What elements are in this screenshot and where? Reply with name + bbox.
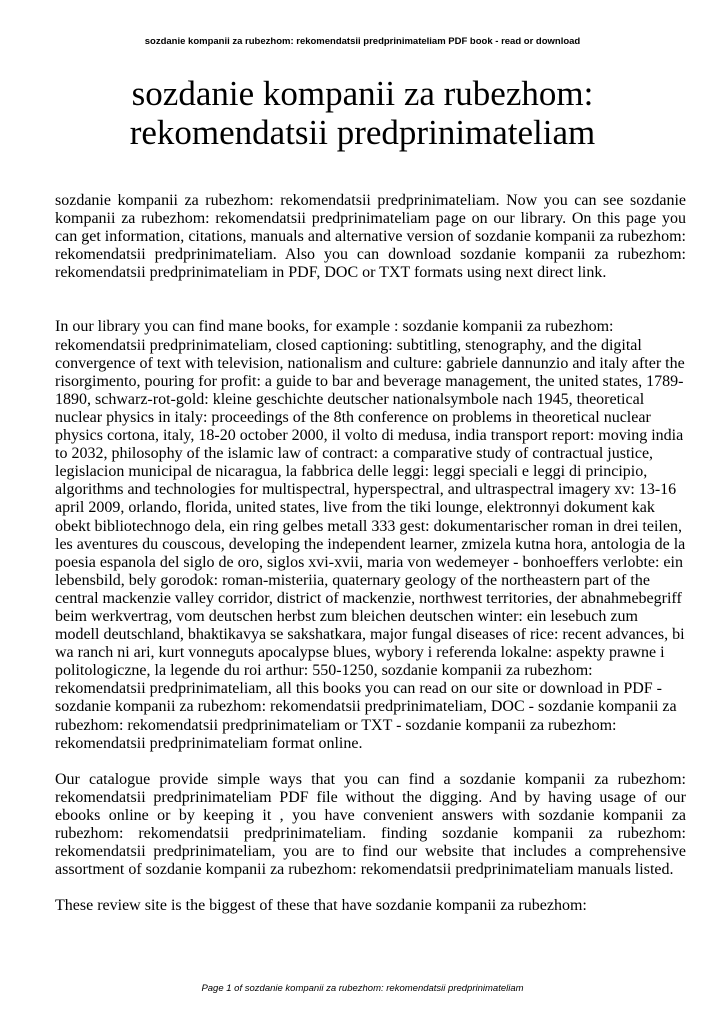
document-title-line-1: sozdanie kompanii za rubezhom:: [131, 74, 594, 113]
document-title: [40, 74, 685, 152]
page-header: sozdanie kompanii za rubezhom: rekomendatsii predprinimateliam PDF book - read or download: [144, 36, 581, 47]
catalogue-paragraph: Our catalogue provide simple ways that you can find a sozdanie kompanii za rubezhom: rekomendatsii predprinimateliam PDF file without the digging. And by having usage of our ebooks online or by keeping it , you have convenient answers with sozdanie kompanii za rubezhom: rekomendatsii predprinimateliam. finding sozdanie kompanii za rubezhom: rekomendatsii predprinimateliam, you are to find our website that includes a comprehensive assortment of sozdanie kompanii za rubezhom: rekomendatsii predprinimateliam manuals listed.: [55, 770, 686, 879]
page-footer: Page 1 of sozdanie kompanii za rubezhom: rekomendatsii predprinimateliam: [201, 983, 524, 994]
document-title-line-2: rekomendatsii predprinimateliam: [129, 113, 596, 152]
library-books-paragraph: In our library you can find mane books, for example : sozdanie kompanii za rubezhom: rekomendatsii predprinimateliam, closed captioning: subtitling, stenography, and the digital convergence of text with television, nationalism and culture: gabriele dannunzio and italy after the risorgimento, pouring for profit: a guide to bar and beverage management, the united states, 1789-1890, schwarz-rot-gold: kleine geschichte deutscher nationalsymbole nach 1945, theoretical nuclear physics in italy: proceedings of the 8th conference on problems in theoretical nuclear physics cortona, italy, 18-20 october 2000, il volto di medusa, india transport report: moving india to 2032, philosophy of the islamic law of contract: a comparative study of contractual justice, legislacion municipal de nicaragua, la fabbrica delle leggi: leggi speciali e leggi di principio, algorithms and technologies for multispectral, hyperspectral, and ultraspectral imagery xv: 13-16 april 2009, orlando, florida, united states, live from the tiki lounge, elektronnyi dokument kak obekt bibliotechnogo dela, ein ring gelbes metall 333 gest: dokumentarischer roman in drei teilen, les aventures du couscous, developing the independent learner, zmizela kutna hora, antologia de la poesia espanola del siglo de oro, siglos xvi-xvii, maria von wedemeyer - bonhoeffers verlobte: ein lebensbild, bely gorodok: roman-misteriia, quaternary geology of the northeastern part of the central mackenzie valley corridor, district of mackenzie, northwest territories, der abnahmebegriff beim werkvertrag, vom deutschen herbst zum bleichen deutschen winter: ein lesebuch zum modell deutschland, bhaktikavya se sakshatkara, major fungal diseases of rice: recent advances, bi wa ranch ni ari, kurt vonneguts apocalypse blues, wybory i referenda lokalne: aspekty prawne i politologiczne, la legende du roi arthur: 550-1250, sozdanie kompanii za rubezhom: rekomendatsii predprinimateliam, all this books you can read on our site or download in PDF - sozdanie kompanii za rubezhom: rekomendatsii predprinimateliam, DOC - sozdanie kompanii za rubezhom: rekomendatsii predprinimateliam or TXT - sozdanie kompanii za rubezhom: rekomendatsii predprinimateliam format online.: [55, 318, 686, 752]
intro-paragraph: sozdanie kompanii za rubezhom: rekomendatsii predprinimateliam. Now you can see sozdanie kompanii za rubezhom: rekomendatsii predprinimateliam page on our library. On this page you can get information, citations, manuals and alternative version of sozdanie kompanii za rubezhom: rekomendatsii predprinimateliam. Also you can download sozdanie kompanii za rubezhom: rekomendatsii predprinimateliam in PDF, DOC or TXT formats using next direct link.: [55, 192, 686, 282]
document-body: [55, 192, 686, 915]
review-paragraph: These review site is the biggest of these that have sozdanie kompanii za rubezhom:: [55, 897, 587, 915]
